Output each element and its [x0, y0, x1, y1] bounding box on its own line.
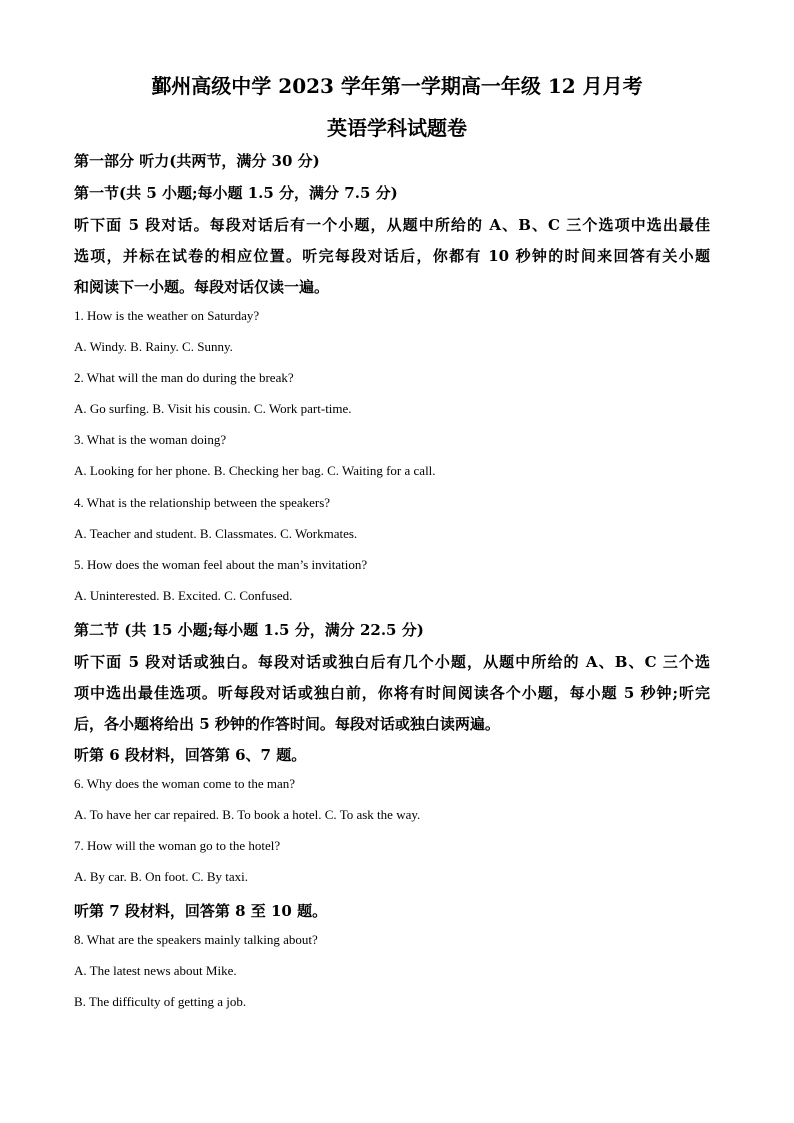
question-3: 3. What is the woman doing? [74, 432, 227, 447]
exam-subtitle: 英语学科试题卷 [327, 116, 467, 140]
question-7-options: A. By car. B. On foot. C. By taxi. [74, 869, 249, 884]
exam-title: 鄞州高级中学 2023 学年第一学期高一年级 12 月月考 [151, 74, 643, 98]
question-8-option-a: A. The latest news about Mike. [74, 963, 237, 978]
section1-heading: 第一节(共 5 小题;每小题 1.5 分，满分 7.5 分) [74, 184, 398, 202]
question-7: 7. How will the woman go to the hotel? [74, 838, 281, 853]
section2-heading: 第二节 (共 15 小题;每小题 1.5 分，满分 22.5 分) [74, 621, 424, 639]
question-4-options: A. Teacher and student. B. Classmates. C. Workmates. [74, 526, 358, 541]
question-5: 5. How does the woman feel about the man’s invitation? [74, 557, 368, 572]
question-2-options: A. Go surfing. B. Visit his cousin. C. Work part-time. [74, 401, 352, 416]
section1-instruction-line: 和阅读下一小题。每段对话仅读一遍。 [74, 278, 330, 296]
section2-instruction-line: 项中选出最佳选项。听每段对话或独白前，你将有时间阅读各个小题，每小题 5 秒钟;听完 [74, 684, 710, 702]
question-4: 4. What is the relationship between the speakers? [74, 495, 331, 510]
question-6-options: A. To have her car repaired. B. To book a hotel. C. To ask the way. [74, 807, 421, 822]
material-7-heading: 听第 7 段材料，回答第 8 至 10 题。 [74, 902, 328, 920]
section1-instruction-line: 听下面 5 段对话。每段对话后有一个小题，从题中所给的 A、B、C 三个选项中选出最佳 [74, 216, 710, 234]
section2-instruction-line: 听下面 5 段对话或独白。每段对话或独白后有几个小题，从题中所给的 A、B、C 三个选 [74, 653, 710, 671]
question-1-options: A. Windy. B. Rainy. C. Sunny. [74, 339, 233, 354]
question-5-options: A. Uninterested. B. Excited. C. Confused. [74, 588, 293, 603]
question-2: 2. What will the man do during the break? [74, 370, 294, 385]
material-6-heading: 听第 6 段材料，回答第 6、7 题。 [74, 746, 307, 764]
section1-instruction-line: 选项，并标在试卷的相应位置。听完每段对话后，你都有 10 秒钟的时间来回答有关小题 [74, 247, 710, 265]
question-3-options: A. Looking for her phone. B. Checking her bag. C. Waiting for a call. [74, 463, 436, 478]
question-1: 1. How is the weather on Saturday? [74, 308, 260, 323]
question-6: 6. Why does the woman come to the man? [74, 776, 296, 791]
section2-instruction-line: 后，各小题将给出 5 秒钟的作答时间。每段对话或独白读两遍。 [74, 715, 500, 733]
part1-heading: 第一部分 听力(共两节，满分 30 分) [74, 152, 320, 170]
question-8: 8. What are the speakers mainly talking about? [74, 932, 318, 947]
question-8-option-b: B. The difficulty of getting a job. [74, 994, 247, 1009]
